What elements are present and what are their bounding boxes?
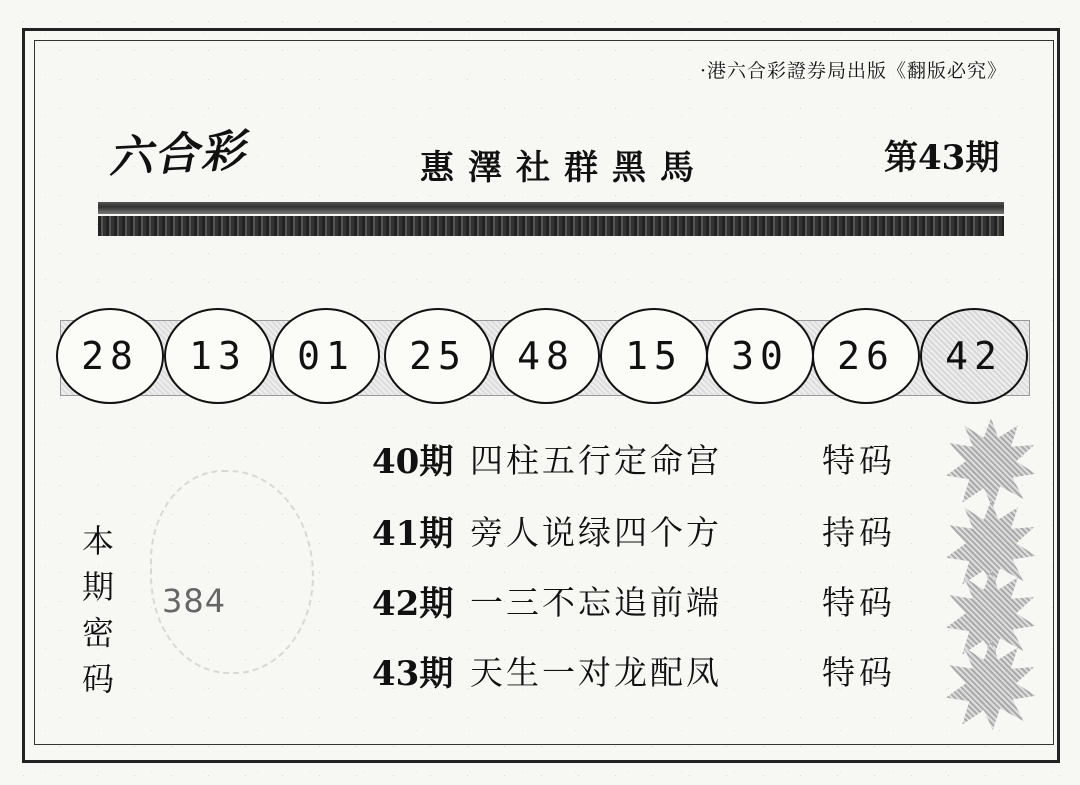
publisher-notice: ·港六合彩證券局出版《翻版必究》 [700, 60, 1008, 82]
poem-line [372, 434, 896, 482]
number-ball: 48 [492, 308, 600, 404]
poem-issue: 40期 [372, 441, 454, 482]
secret-label-char: 密 [81, 614, 114, 652]
number-ball: 15 [600, 308, 708, 404]
number-ball: 25 [384, 308, 492, 404]
poem-line [372, 576, 896, 624]
secret-label-char: 本 [81, 522, 114, 560]
page-title: 惠澤社群黑馬 [420, 148, 708, 188]
poem-issue: 43期 [372, 653, 454, 694]
divider-thin [98, 202, 1004, 214]
poem-tag: 特码 [822, 440, 896, 480]
number-ball: 26 [812, 308, 920, 404]
brand-logo: 六合彩 [106, 125, 248, 184]
poem-tag: 特码 [822, 652, 896, 692]
poem-issue: 42期 [372, 583, 454, 624]
secret-label-char: 期 [81, 568, 114, 606]
number-ball: 13 [164, 308, 272, 404]
doodle-icon [150, 470, 314, 674]
poem-verse: 天生一对龙配凤 [470, 652, 722, 692]
poem-verse: 四柱五行定命宫 [470, 440, 722, 480]
number-ball: 42 [920, 308, 1028, 404]
poem-line [372, 646, 896, 694]
number-ball: 28 [56, 308, 164, 404]
poem-issue: 41期 [372, 513, 454, 554]
issue-number: 第43期 [884, 138, 1000, 178]
poem-tag: 特码 [822, 582, 896, 622]
poem-verse: 旁人说绿四个方 [470, 512, 722, 552]
secret-code: 384 [162, 582, 227, 620]
number-ball: 01 [272, 308, 380, 404]
number-ball: 30 [706, 308, 814, 404]
divider-thick [98, 216, 1004, 236]
poem-line [372, 506, 896, 554]
secret-label [78, 518, 118, 702]
secret-label-char: 码 [81, 660, 114, 698]
poem-verse: 一三不忘追前端 [470, 582, 722, 622]
poem-tag: 持码 [822, 512, 896, 552]
